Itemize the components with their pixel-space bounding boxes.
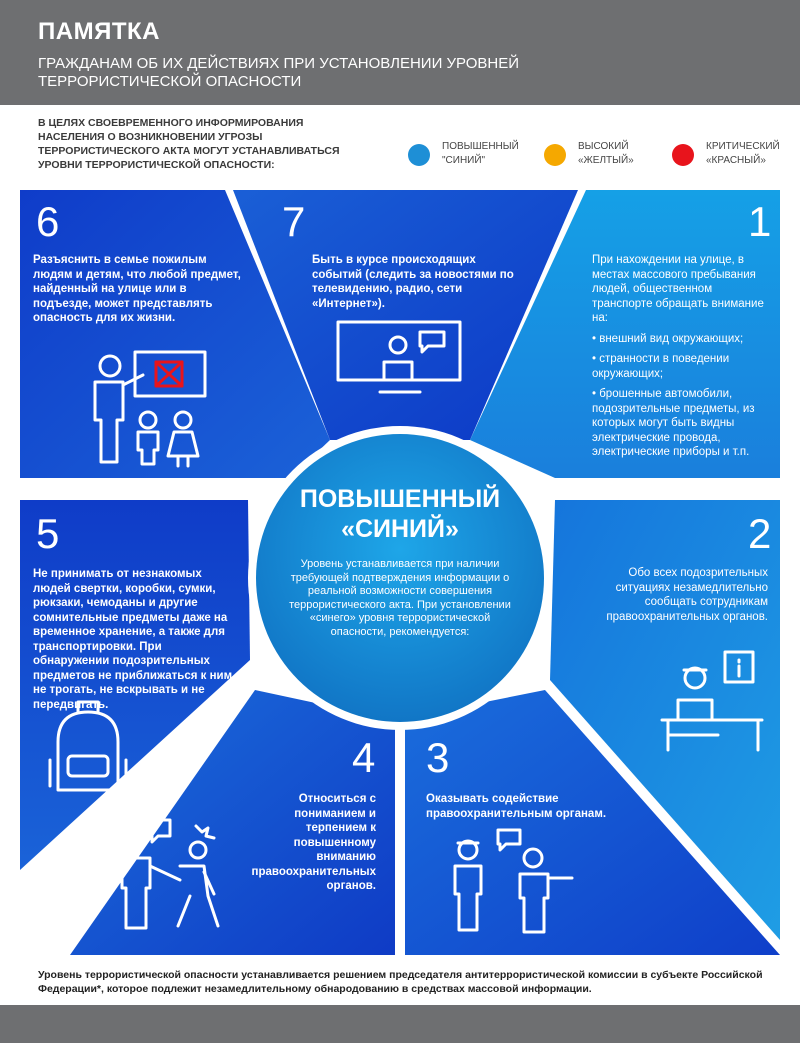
- panel-3-text: Оказывать содействие правоохранительным органам.: [426, 793, 607, 820]
- intro-text: В ЦЕЛЯХ СВОЕВРЕМЕННОГО ИНФОРМИРОВАНИЯ НАСЕЛЕНИЯ О ВОЗНИКНОВЕНИИ УГРОЗЫ ТЕРРОРИСТИЧЕСКОГО АКТА МОГУТ УСТАНАВЛИВАТЬСЯ УРОВНИ ТЕРРОРИСТИЧЕСКОЙ ОПАСНОСТИ:: [38, 117, 340, 171]
- legend-yellow-line2: «ЖЕЛТЫЙ»: [578, 155, 634, 166]
- page-subtitle: ГРАЖДАНАМ ОБ ИХ ДЕЙСТВИЯХ ПРИ УСТАНОВЛЕНИИ УРОВНЕЙ ТЕРРОРИСТИЧЕСКОЙ ОПАСНОСТИ: [38, 55, 520, 90]
- panel-5-text: Не принимать от незнакомых людей свертки, коробки, сумки, рюкзаки, чемоданы и другие сомнительные предметы даже на временное хранение, а также для транспортировки. При обнаружении подозрительных предметов не приближаться к ним, не трогать, не вскрывать и не передвигать.: [33, 568, 236, 711]
- legend-yellow-line1: ВЫСОКИЙ: [578, 141, 629, 152]
- panel-1-number: 1: [748, 198, 772, 245]
- panel-1-text: [592, 253, 764, 466]
- panel-4-number: 4: [352, 734, 376, 781]
- panel-1-bullet-2: • странности в поведении окружающих;: [592, 353, 730, 380]
- center-title-line1: ПОВЫШЕННЫЙ: [299, 485, 501, 513]
- footer-note: Уровень террористической опасности устанавливается решением председателя антитеррористической комиссии в субъекте Российской Федерации*, которое подлежит незамедлительному обнародованию в средствах массовой информации.: [38, 969, 763, 995]
- panel-4-text: Относиться с пониманием и терпением к повышенному вниманию правоохранительных органов.: [251, 793, 376, 892]
- panel-1-bullet-3: • брошенные автомобили, подозрительные предметы, из которых могут быть видны электрические провода, электрические приборы и т.п.: [592, 388, 755, 458]
- panel-1-bullet-1: • внешний вид окружающих;: [592, 332, 744, 345]
- legend-red-line1: КРИТИЧЕСКИЙ: [706, 141, 780, 152]
- panel-1-intro: При нахождении на улице, в местах массового пребывания людей, общественном транспорте обращать внимание на:: [592, 254, 764, 324]
- panel-7-text: Быть в курсе происходящих событий (следить за новостями по телевидению, радио, сети «Интернет»).: [312, 254, 514, 310]
- panel-6-text: Разъяснить в семье пожилым людям и детям, что любой предмет, найденный на улице или в подъезде, может представлять опасность для их жизни.: [33, 254, 241, 324]
- panel-6-number: 6: [36, 198, 60, 245]
- panel-2-text: Обо всех подозрительных ситуациях незамедлительно сообщать сотрудникам правоохранительных органов.: [606, 567, 768, 623]
- legend-blue-line2: "СИНИЙ": [442, 155, 486, 166]
- panel-2-number: 2: [748, 510, 772, 557]
- legend-red-line2: «КРАСНЫЙ»: [706, 155, 766, 166]
- page-title: ПАМЯТКА: [38, 18, 160, 45]
- center-title-line2: «СИНИЙ»: [341, 515, 459, 543]
- center-text: Уровень устанавливается при наличии требующей подтверждения информации о реальной возможности совершения террористического акта. При установлении «синего» уровня террористической опасности, рекомендуется:: [289, 558, 511, 638]
- bottom-bar: [0, 1005, 800, 1043]
- panel-5-number: 5: [36, 510, 60, 557]
- panel-3-number: 3: [426, 734, 450, 781]
- legend-blue-line1: ПОВЫШЕННЫЙ: [442, 141, 519, 152]
- panel-7-number: 7: [282, 198, 306, 245]
- center-title: [250, 484, 550, 544]
